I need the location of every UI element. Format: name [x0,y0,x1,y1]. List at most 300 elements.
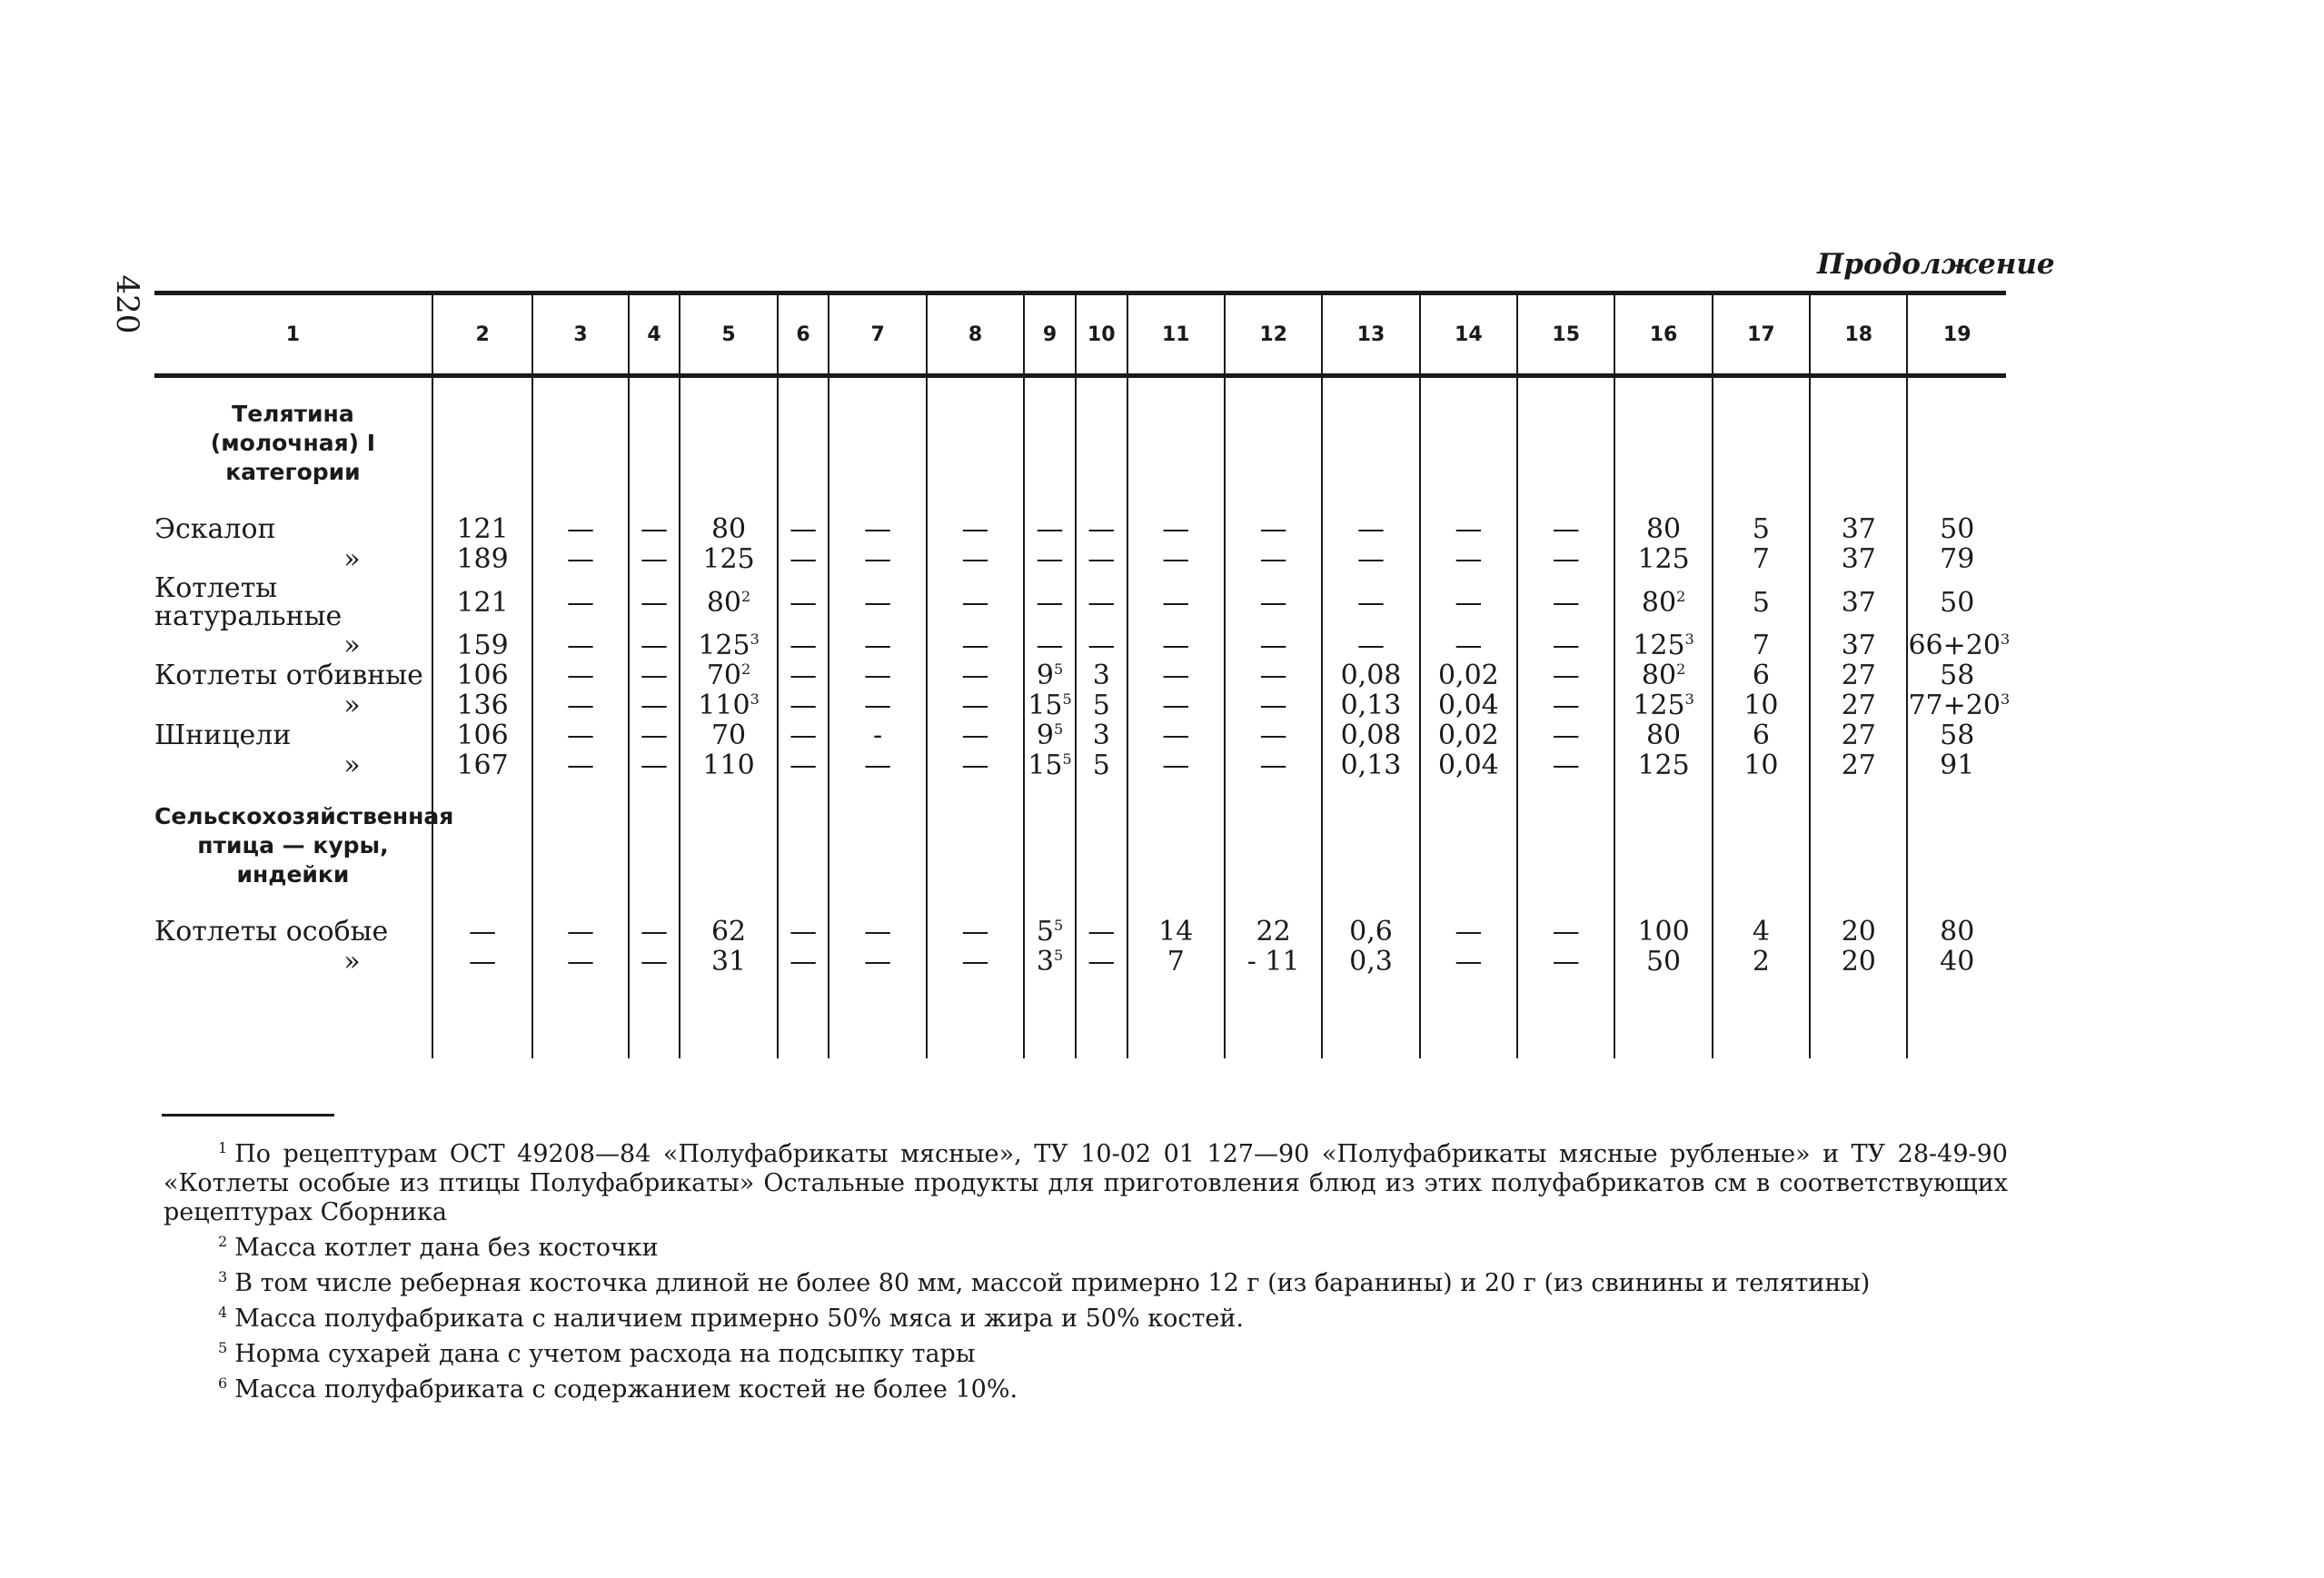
empty-cell [532,797,628,917]
empty-cell [1907,797,2006,917]
empty-cell [1076,977,1127,1058]
table-cell [1225,574,1322,630]
empty-cell [1420,780,1517,797]
table-cell [1322,690,1419,720]
table-cell [1907,720,2006,750]
cell-value: — [566,543,594,575]
cell-value: — [1455,513,1483,545]
cell-value: — [641,543,668,575]
dish-name: » [343,630,361,661]
table-cell [629,660,680,690]
dish-name: Котлеты натуральные [154,572,343,632]
cell-value: 50 [1645,946,1682,978]
cell-value: - [873,720,883,751]
table-cell [1517,630,1614,660]
empty-cell [629,780,680,797]
cell-value: — [641,660,668,691]
table-cell [432,690,532,720]
cell-value: — [1552,749,1580,781]
empty-cell [778,394,829,514]
cell-value: 80 [1645,720,1682,751]
cell-value: — [961,630,989,661]
table-cell [1024,660,1076,690]
table-cell [680,917,777,947]
cell-value: — [961,586,989,619]
table-cell [829,917,926,947]
table-cell [1420,574,1517,630]
cell-value: 0,13 [1340,749,1402,781]
cell-value: — [864,586,892,619]
table-cell [629,947,680,977]
cell-value: 80 [1940,916,1975,948]
table-cell [778,574,829,630]
footnote-reference: 5 [1053,720,1064,738]
cell-value: 80 [710,513,747,545]
cell-value: 110 [698,690,750,721]
cell-value: — [1162,586,1190,619]
footnote-reference: 5 [1062,690,1072,708]
empty-cell [1810,780,1907,797]
empty-cell [829,977,926,1058]
footnote-reference: 5 [1062,750,1072,768]
footnote-mark: 1 [218,1139,228,1156]
empty-cell [1614,376,1712,395]
empty-cell [432,977,532,1058]
table-cell [927,690,1024,720]
empty-cell [829,780,926,797]
cell-value: 80 [1645,513,1682,545]
cell-value: — [566,630,594,661]
column-header: 12 [1225,293,1322,376]
footnote-text: В том числе реберная косточка длиной не более 80 мм, массой примерно 12 г (из баранины) и 20 г (из свинины и телятины) [234,1269,1871,1297]
empty-cell [1322,376,1419,395]
cell-value: 5 [1092,749,1110,781]
cell-value: 159 [456,630,509,661]
cell-value: — [469,916,497,948]
table-cell [1907,750,2006,780]
footnote-reference: 2 [1676,587,1686,605]
empty-cell [1420,977,1517,1058]
empty-cell [1420,797,1517,917]
cell-value: 110 [702,749,755,781]
empty-cell [1614,394,1712,514]
table-row [154,514,2006,544]
table-cell [778,750,829,780]
cell-value: — [1259,690,1287,721]
column-header: 7 [829,293,926,376]
table-cell [1810,574,1907,630]
cell-value: — [1036,513,1064,545]
column-header: 1 [154,293,432,376]
column-header: 2 [432,293,532,376]
cell-value: — [790,916,818,948]
empty-cell [532,780,628,797]
footnote-mark: 3 [218,1268,228,1285]
cell-value: — [790,690,818,721]
empty-cell [927,780,1024,797]
table-cell [1907,690,2011,721]
empty-cell [829,394,926,514]
empty-cell [778,797,829,917]
table-row [154,660,2006,690]
footnote-mark: 5 [218,1339,228,1356]
cell-value: — [1552,916,1580,948]
cell-value: 4 [1752,916,1770,948]
cell-value: 0,08 [1340,720,1402,751]
table-cell [1076,750,1127,780]
table-cell [1127,660,1225,690]
table-cell [629,720,680,750]
empty-cell [1024,780,1076,797]
column-header: 19 [1907,293,2006,376]
table-cell [1810,544,1907,574]
cell-value: 70 [706,660,742,691]
table-cell [1076,720,1127,750]
footnote-reference: 3 [2000,690,2011,708]
empty-cell [1076,780,1127,797]
cell-value: — [566,946,594,978]
table-cell [778,660,829,690]
table-cell [829,630,926,660]
table-cell [1225,544,1322,574]
cell-value: — [1455,543,1483,575]
footnote-text: По рецептурам ОСТ 49208—84 «Полуфабрикаты мясные», ТУ 10-02 01 127—90 «Полуфабрикаты мясные рубленые» и ТУ 28-49-90 «Котлеты особые из птицы Полуфабрикаты» Остальные продукты для приготовления блюд из этих полуфабрикатов см в соответствующих рецептурах Сборника [164,1140,2008,1226]
empty-cell [1907,376,2006,395]
cell-value: 125 [702,543,755,575]
cell-value: 125 [1633,690,1685,721]
empty-cell [1322,797,1419,917]
cell-value: — [1259,749,1287,781]
table-cell [1225,720,1322,750]
empty-cell [1225,394,1322,514]
cell-value: 37 [1841,586,1876,619]
cell-value: — [1088,543,1116,575]
empty-cell [778,780,829,797]
empty-cell [154,780,432,797]
column-header: 6 [778,293,829,376]
empty-cell [532,394,628,514]
table-cell [532,630,628,660]
footnote-reference: 2 [741,587,751,605]
table-cell [1810,690,1907,720]
cell-value: 80 [1641,586,1677,619]
table-cell [1713,660,1810,690]
footnote-text: Норма сухарей дана с учетом расхода на подсыпку тары [234,1340,976,1368]
cell-value: — [961,690,989,721]
cell-value: — [790,946,818,978]
cell-value: — [1088,946,1116,978]
table-cell [1127,750,1225,780]
column-header: 5 [680,293,777,376]
table-cell [1322,630,1419,660]
table-cell [680,720,777,750]
empty-cell [1713,977,1810,1058]
table-cell [1713,720,1810,750]
empty-cell [1713,780,1810,797]
table-cell [1517,574,1614,630]
dish-name: » [343,749,361,781]
table-cell [1127,947,1225,977]
cell-value: — [864,543,892,575]
cell-value: — [641,630,668,661]
table-cell [432,574,532,630]
table-cell [1322,514,1419,544]
table-cell [1614,690,1712,720]
table-cell [1420,514,1517,544]
cell-value: 9 [1036,720,1054,751]
footnote-reference: 3 [2000,630,2011,648]
empty-cell [1517,780,1614,797]
table-cell [532,544,628,574]
empty-cell [1810,797,1907,917]
empty-cell [154,977,432,1058]
empty-cell [432,780,532,797]
table-cell [829,690,926,720]
table-cell [829,544,926,574]
cell-value: 79 [1940,543,1975,575]
cell-value: — [790,749,818,781]
table-cell [1322,720,1419,750]
cell-value: 3 [1092,720,1110,751]
empty-cell [629,977,680,1058]
dish-name: Шницели [154,720,292,751]
cell-value: — [961,946,989,978]
cell-value: — [864,749,892,781]
cell-value: — [1455,946,1483,978]
table-cell [829,514,926,544]
cell-value: 20 [1841,946,1876,978]
cell-value: 167 [456,749,509,781]
cell-value: — [1552,586,1580,619]
table-cell [1614,720,1712,750]
footnote-reference: 3 [1684,630,1694,648]
table-cell [1127,630,1225,660]
footnote-text: Масса полуфабриката с содержанием костей не более 10%. [234,1375,1018,1404]
empty-cell [1713,797,1810,917]
table-cell [1907,514,2006,544]
cell-value: 66+20 [1908,630,2001,661]
table-cell [629,544,680,574]
cell-value: 0,08 [1340,660,1402,691]
dish-name: Котлеты особые [154,916,389,948]
cell-value: 80 [706,586,742,619]
table-cell [1517,750,1614,780]
cell-value: 22 [1256,916,1291,948]
cell-value: — [1259,630,1287,661]
cell-value: 27 [1841,749,1876,781]
cell-value: 40 [1940,946,1975,978]
table-cell [778,690,829,720]
footnote [164,1263,2008,1298]
column-header: 10 [1076,293,1127,376]
table-cell [432,750,532,780]
footnotes [164,1134,2008,1404]
cell-value: — [1455,586,1483,619]
cell-value: — [1088,630,1116,661]
table-cell [1076,630,1127,660]
table-cell [1420,720,1517,750]
empty-cell [1517,977,1614,1058]
cell-value: — [1162,513,1190,545]
cell-value: 58 [1940,660,1975,691]
table-cell [927,917,1024,947]
table-cell [432,917,532,947]
cell-value: 10 [1743,690,1779,721]
cell-value: — [1162,749,1190,781]
table-cell [778,630,829,660]
dish-name: Эскалоп [154,513,276,545]
table-cell [829,574,926,630]
table-cell [432,630,532,660]
table-cell [1713,917,1810,947]
table-cell [829,750,926,780]
cell-value: 125 [1633,630,1685,661]
table-cell [1127,917,1225,947]
cell-value: 100 [1637,916,1690,948]
column-header: 13 [1322,293,1419,376]
empty-cell [1127,394,1225,514]
footnote [164,1334,2008,1369]
group-title: Сельскохозяйственная птица — куры, индейки [154,803,454,888]
table-cell [629,917,680,947]
empty-cell [1517,797,1614,917]
footnote [164,1369,2008,1404]
recipe-table-container [154,291,2011,1058]
cell-value: 125 [1637,749,1690,781]
recipe-table [154,291,2011,1058]
table-cell [680,574,777,630]
cell-value: — [641,586,668,619]
empty-cell [1713,394,1810,514]
empty-cell [629,376,680,395]
table-cell [1517,917,1614,947]
cell-value: 136 [456,690,509,721]
table-cell [1614,630,1712,660]
table-cell [1127,690,1225,720]
group-row [154,797,2006,917]
cell-value: 37 [1841,543,1876,575]
footnote [164,1298,2008,1334]
footnote-reference: 3 [750,630,760,648]
cell-value: — [864,660,892,691]
empty-cell [1420,394,1517,514]
empty-cell [154,376,432,395]
footnote-text: Масса полуфабриката с наличием примерно 50% мяса и жира и 50% костей. [234,1305,1244,1333]
cell-value: — [469,946,497,978]
table-row [154,947,2006,977]
table-row [154,690,2006,720]
cell-value: — [1162,720,1190,751]
table-cell [1024,574,1076,630]
footnote-reference: 5 [1053,947,1064,964]
table-cell [1225,750,1322,780]
table-cell [1076,690,1127,720]
cell-value: 6 [1752,720,1770,751]
table-cell [1076,660,1127,690]
table-cell [1713,544,1810,574]
cell-value: 106 [456,720,509,751]
column-header: 16 [1614,293,1712,376]
table-cell [1076,574,1127,630]
footnote [164,1134,2008,1227]
table-cell [532,514,628,544]
empty-cell [829,797,926,917]
table-cell [1517,514,1614,544]
cell-value: 14 [1158,916,1194,948]
cell-value: — [1552,513,1580,545]
table-cell [927,720,1024,750]
table-cell [1713,750,1810,780]
cell-value: - 11 [1246,946,1300,978]
continuation-label: Продолжение [1817,248,2055,281]
column-header: 8 [927,293,1024,376]
table-cell [532,750,628,780]
empty-cell [1076,376,1127,395]
table-cell [1127,544,1225,574]
table-cell [778,947,829,977]
table-cell [1420,917,1517,947]
table-cell [1810,630,1907,660]
cell-value: 7 [1752,630,1770,661]
table-cell [1810,947,1907,977]
table-cell [1614,660,1712,690]
table-cell [1225,690,1322,720]
empty-cell [1420,376,1517,395]
cell-value: — [1356,630,1385,661]
table-cell [1614,750,1712,780]
cell-value: 121 [456,586,509,619]
table-cell [778,917,829,947]
footnote [164,1227,2008,1263]
empty-cell [829,376,926,395]
spacer-row [154,376,2006,395]
cell-value: 7 [1167,946,1185,978]
table-cell [629,514,680,544]
cell-value: — [1162,543,1190,575]
table-cell [927,514,1024,544]
empty-cell [1322,977,1419,1058]
empty-cell [680,780,777,797]
footnote-reference: 3 [750,690,760,708]
column-header: 3 [532,293,628,376]
table-cell [1517,660,1614,690]
table-cell [1322,660,1419,690]
cell-value: — [961,543,989,575]
cell-value: 20 [1841,916,1876,948]
table-cell [432,514,532,544]
cell-value: 50 [1940,586,1975,619]
cell-value: 5 [1752,513,1770,545]
table-cell [680,630,777,660]
cell-value: — [864,630,892,661]
table-row [154,750,2006,780]
cell-value: — [1552,720,1580,751]
cell-value: — [790,720,818,751]
table-cell [1517,690,1614,720]
cell-value: — [566,720,594,751]
footnote-reference: 5 [1053,917,1064,934]
group-row [154,394,2006,514]
table-cell [1713,690,1810,720]
cell-value: 7 [1752,543,1770,575]
cell-value: 0,3 [1349,946,1393,978]
table-cell [1907,660,2006,690]
table-cell [1713,514,1810,544]
table-cell [1127,574,1225,630]
table-cell [1907,630,2011,661]
cell-value: — [1455,916,1483,948]
cell-value: 27 [1841,690,1876,721]
